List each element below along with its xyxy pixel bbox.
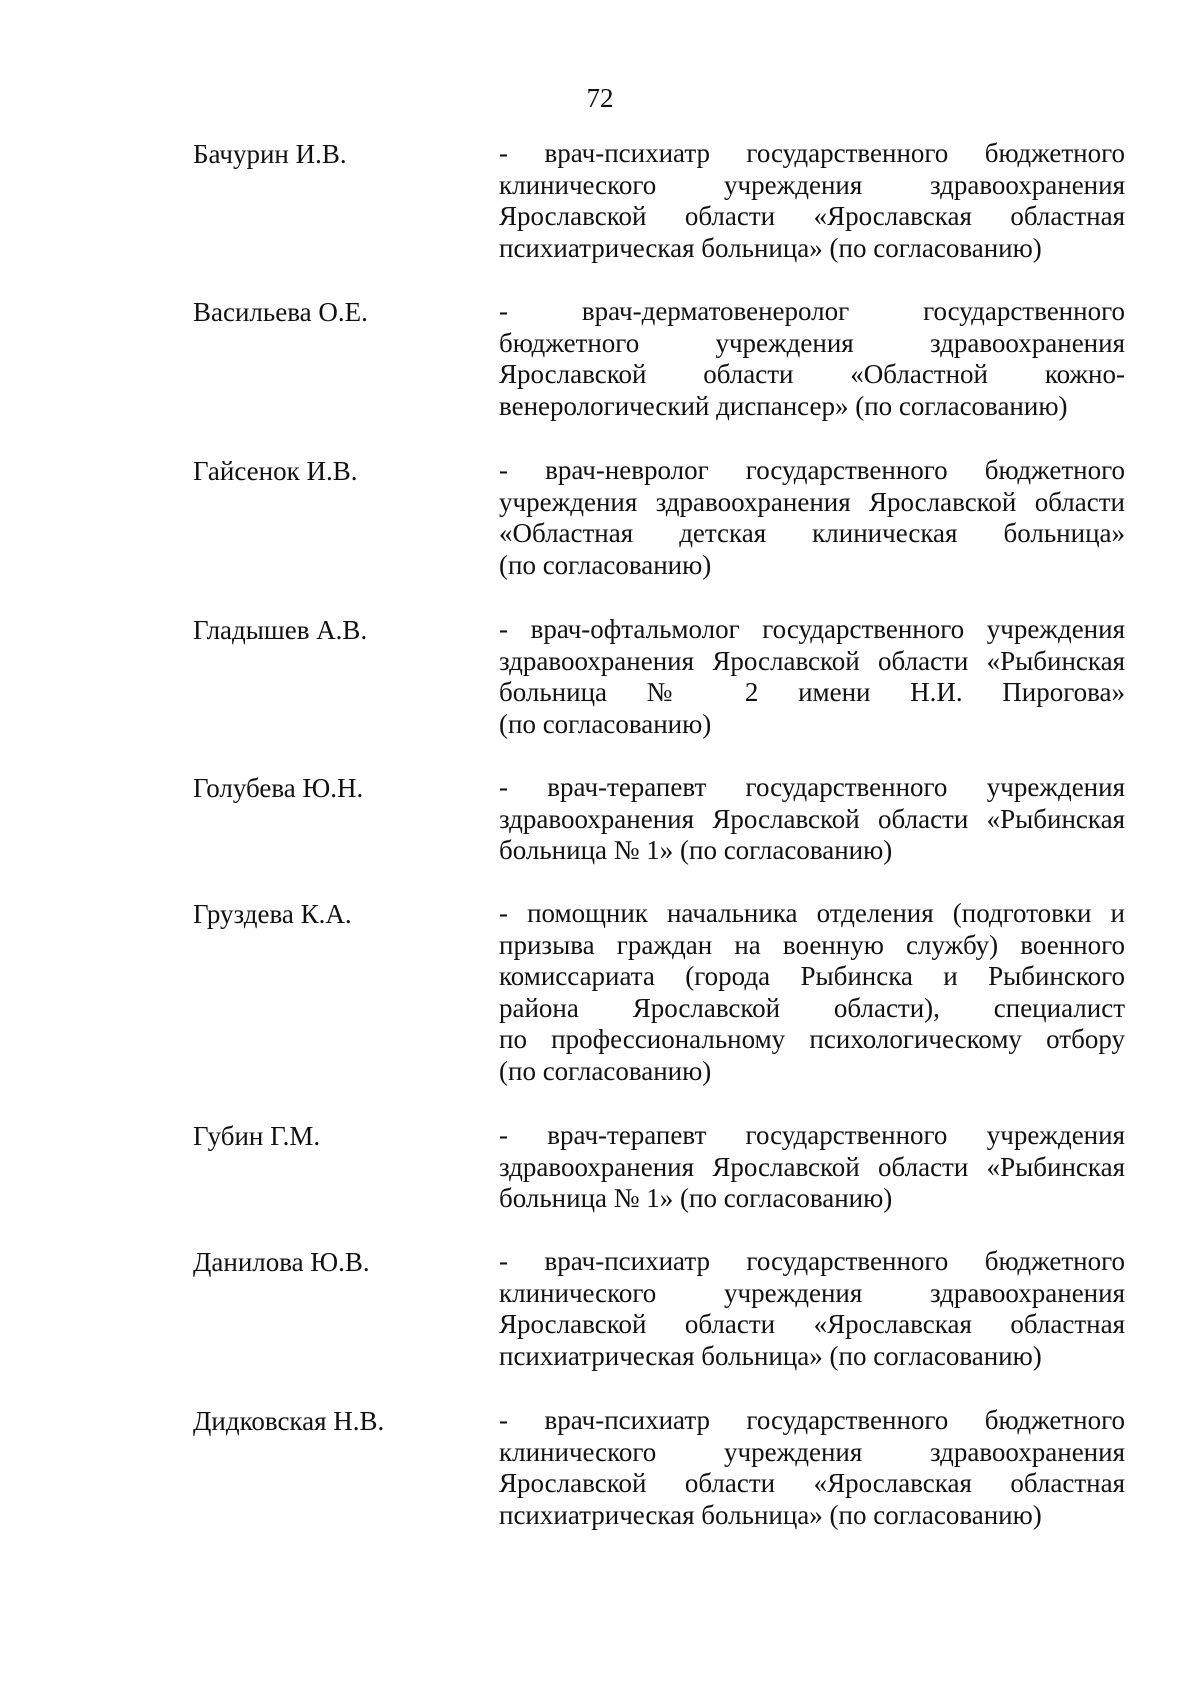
person-name: Голубева Ю.Н.	[193, 773, 364, 803]
position-line: района Ярославской области), специалист	[499, 992, 1125, 1023]
person-name: Васильева О.Е.	[193, 297, 368, 327]
person-position	[499, 1405, 1125, 1531]
position-line: - врач-невролог государственного бюджетного	[499, 455, 1125, 485]
position-line: Ярославской области «Ярославская областная	[499, 1468, 1125, 1499]
position-line: (по согласованию)	[499, 549, 712, 580]
position-line: - врач-психиатр государственного бюджетного	[499, 1246, 1125, 1276]
position-line: - врач-терапевт государственного учреждения	[499, 772, 1125, 802]
position-line: - помощник начальника отделения (подготовки и	[499, 898, 1125, 928]
position-line: венерологический диспансер» (по согласованию)	[499, 390, 1068, 421]
position-line: по профессиональному психологическому отбору	[499, 1024, 1125, 1055]
person-name: Дидковская Н.В.	[193, 1406, 385, 1436]
position-line: клинического учреждения здравоохранения	[499, 169, 1125, 200]
person-position	[499, 296, 1125, 422]
position-line: - врач-терапевт государственного учреждения	[499, 1120, 1125, 1150]
person-name: Данилова Ю.В.	[193, 1247, 370, 1277]
person-position	[499, 138, 1125, 264]
position-line: Ярославской области «Ярославская областная	[499, 1309, 1125, 1340]
position-line: Ярославской области «Ярославская областная	[499, 201, 1125, 232]
position-line: здравоохранения Ярославской области «Рыбинская	[499, 803, 1125, 834]
person-name: Гайсенок И.В.	[193, 456, 358, 486]
position-line: - врач-психиатр государственного бюджетного	[499, 1405, 1125, 1435]
position-line: комиссариата (города Рыбинска и Рыбинского	[499, 961, 1125, 992]
position-line: Ярославской области «Областной кожно-	[499, 359, 1125, 390]
position-line: психиатрическая больница» (по согласованию)	[499, 1340, 1042, 1371]
position-line: психиатрическая больница» (по согласованию)	[499, 232, 1042, 263]
person-name: Губин Г.М.	[193, 1121, 321, 1151]
position-line: - врач-дерматовенеролог государственного	[499, 296, 1125, 326]
position-line: клинического учреждения здравоохранения	[499, 1277, 1125, 1308]
person-position	[499, 1120, 1125, 1215]
position-line: «Областная детская клиническая больница»	[499, 518, 1125, 549]
position-line: больница № 1» (по согласованию)	[499, 1183, 893, 1214]
person-position	[499, 1246, 1125, 1372]
position-line: учреждения здравоохранения Ярославской области	[499, 486, 1125, 517]
position-line: бюджетного учреждения здравоохранения	[499, 327, 1125, 358]
person-position	[499, 455, 1125, 581]
person-position	[499, 772, 1125, 867]
page-number: 72	[586, 83, 614, 113]
position-line: - врач-офтальмолог государственного учреждения	[499, 614, 1125, 644]
person-position	[499, 898, 1125, 1088]
person-name: Гладышев А.В.	[193, 615, 368, 645]
position-line: больница № 1» (по согласованию)	[499, 835, 893, 866]
position-line: больница № 2 имени Н.И. Пирогова»	[499, 677, 1125, 708]
position-line: - врач-психиатр государственного бюджетного	[499, 138, 1125, 168]
position-line: психиатрическая больница» (по согласованию)	[499, 1499, 1042, 1530]
position-line: клинического учреждения здравоохранения	[499, 1436, 1125, 1467]
person-name: Бачурин И.В.	[193, 139, 347, 169]
position-line: призыва граждан на военную службу) военного	[499, 929, 1125, 960]
person-position	[499, 614, 1125, 740]
position-line: (по согласованию)	[499, 708, 712, 739]
position-line: (по согласованию)	[499, 1055, 712, 1086]
position-line: здравоохранения Ярославской области «Рыбинская	[499, 1151, 1125, 1182]
person-name: Груздева К.А.	[193, 899, 352, 929]
position-line: здравоохранения Ярославской области «Рыбинская	[499, 645, 1125, 676]
